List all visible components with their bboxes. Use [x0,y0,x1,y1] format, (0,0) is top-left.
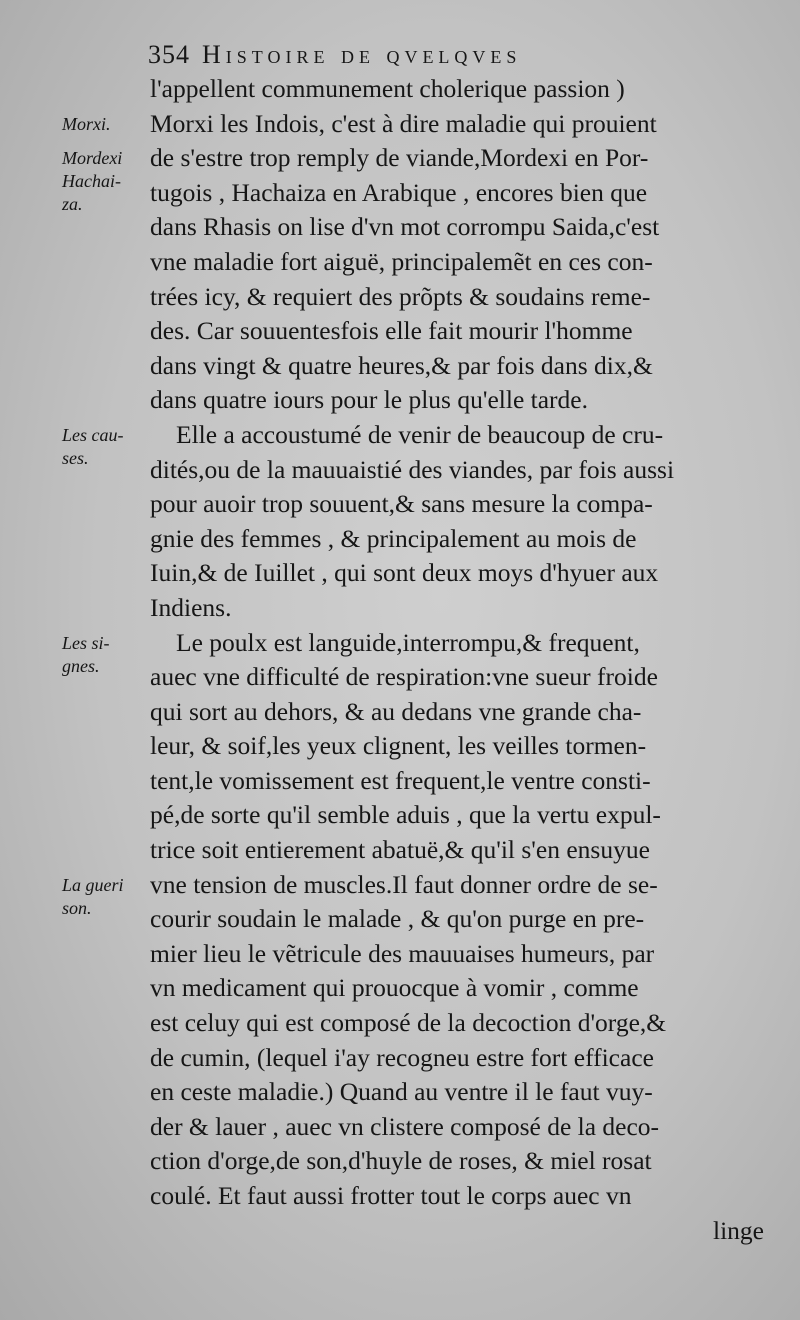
catchword: linge [713,1215,764,1245]
text-line: leur, & soif,les yeux clignent, les veilles tormen- [150,731,647,761]
text-line: tugois , Hachaiza en Arabique , encores bien que [150,177,648,207]
text-line: dans Rhasis on lise d'vn mot corrompu Saida,c'est [150,212,660,242]
text-line: est celuy qui est composé de la decoction d'orge,& [150,1008,667,1038]
text-line: en ceste maladie.) Quand au ventre il le faut vuy- [150,1077,653,1107]
margin-note: Les cau- ses. [62,425,124,468]
text-line: dités,ou de la mauuaistié des viandes, par fois aussi [150,454,675,484]
text-line: vn medicament qui prouocque à vomir , comme [150,973,639,1003]
body-text [150,72,764,1248]
text-line: vne maladie fort aiguë, principalemẽt en ces con- [150,246,653,276]
text-line: coulé. Et faut aussi frotter tout le corps auec vn [150,1181,632,1210]
text-line: gnie des femmes , & principalement au mois de [150,523,637,553]
text-line: des. Car souuentesfois elle fait mourir l'homme [150,316,633,346]
text-line: Le poulx est languide,interrompu,& frequent, [176,627,640,657]
text-line: tent,le vomissement est frequent,le ventre consti- [150,765,651,795]
text-line: Iuin,& de Iuillet , qui sont deux moys d'hyuer aux [150,558,659,588]
text-line: courir soudain le malade , & qu'on purge en pre- [150,904,645,934]
text-line: pour auoir trop souuent,& sans mesure la compa- [150,489,653,519]
text-line: mier lieu le vẽtricule des mauuaises humeurs, par [150,938,655,968]
text-line: pé,de sorte qu'il semble aduis , que la vertu expul- [150,800,661,830]
text-line: dans quatre iours pour le plus qu'elle tarde. [150,385,588,415]
text-line: Indiens. [150,592,232,622]
running-title: Histoire de qvelqves [202,40,522,69]
text-line: de s'estre trop remply de viande,Mordexi en Por- [150,143,649,173]
page-number: 354 [148,40,190,69]
text-line: der & lauer , auec vn clistere composé de la deco- [150,1111,660,1141]
running-header [148,40,768,74]
text-line: dans vingt & quatre heures,& par fois dans dix,& [150,350,653,380]
text-line: de cumin, (lequel i'ay recogneu estre fort efficace [150,1042,654,1072]
text-line: trice soit entierement abatuë,& qu'il s'en ensuyue [150,835,650,865]
text-line: ction d'orge,de son,d'huyle de roses, & miel rosat [150,1146,652,1176]
margin-note: Les si- gnes. [62,632,110,676]
text-line: trées icy, & requiert des prõpts & soudains reme- [150,281,651,311]
text-line: l'appellent communement cholerique passion ) [150,74,625,103]
text-line: qui sort au dehors, & au dedans vne grande cha- [150,696,642,726]
margin-notes [0,0,140,1320]
text-line: Elle a accoustumé de venir de beaucoup de cru- [176,419,664,449]
margin-note: La gueri son. [62,874,124,918]
margin-note: Mordexi Hachai- za. [62,148,123,215]
text-line: auec vne difficulté de respiration:vne sueur froide [150,662,658,692]
text-line: Morxi les Indois, c'est à dire maladie qui prouient [150,108,657,138]
text-line: vne tension de muscles.Il faut donner ordre de se- [150,869,658,899]
margin-note: Morxi. [62,113,111,134]
